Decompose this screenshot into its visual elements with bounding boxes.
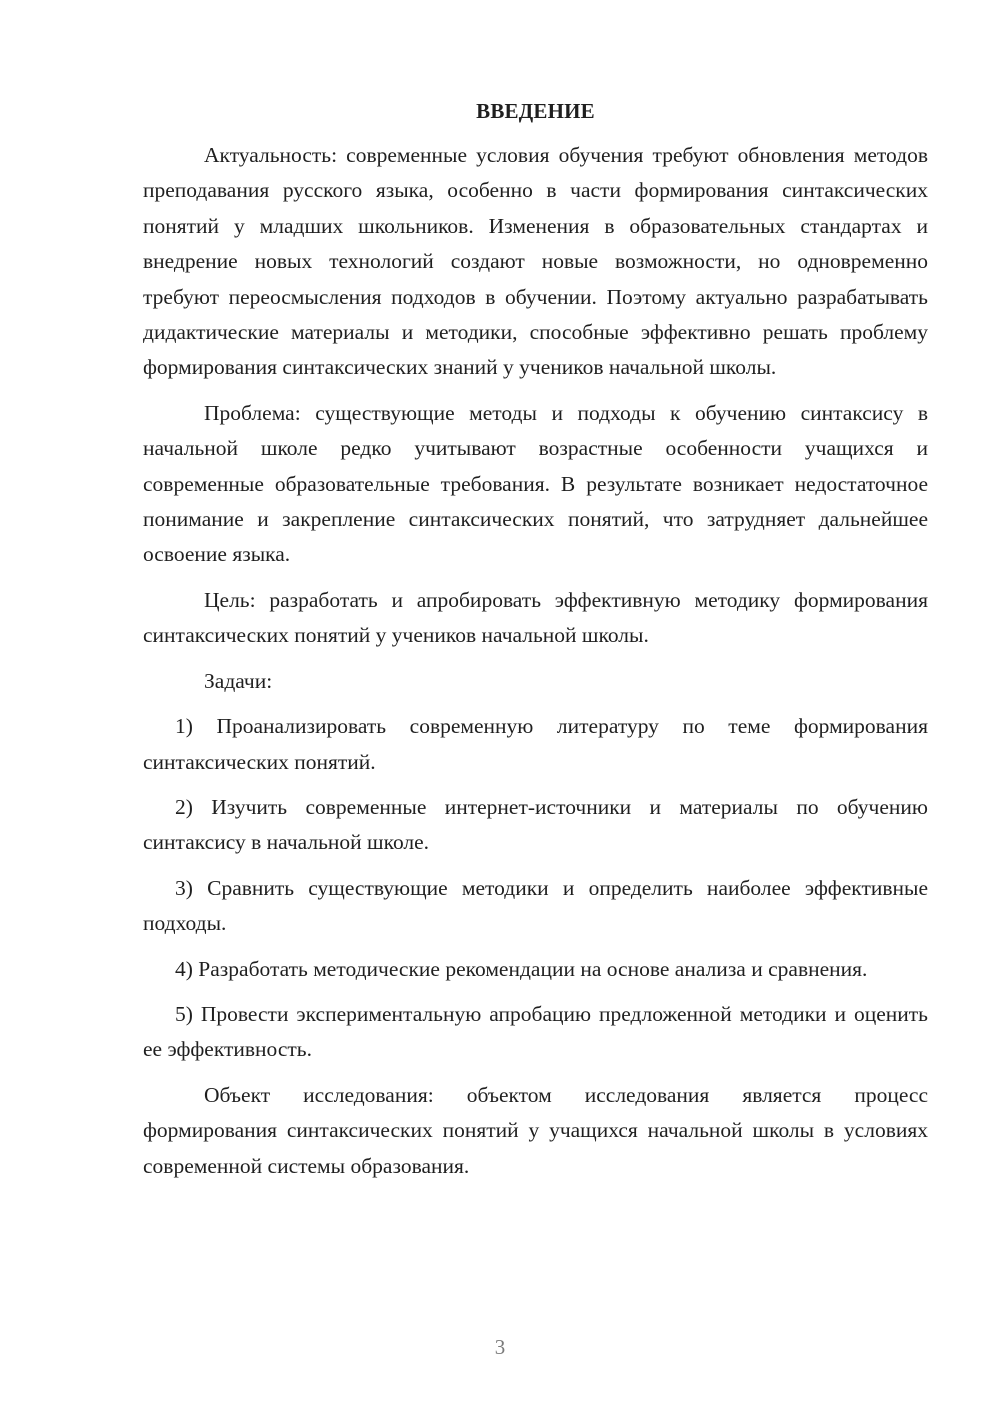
page-content <box>143 96 928 1194</box>
task-item-1: 1) Проанализировать современную литературу по теме формирования синтаксических понятий. <box>143 714 928 774</box>
task-item-4: 4) Разработать методические рекомендации на основе анализа и сравнения. <box>175 956 868 981</box>
goal-paragraph: Цель: разработать и апробировать эффективную методику формирования синтаксических понятий у учеников начальной школы. <box>143 587 928 648</box>
task-item-3: 3) Сравнить существующие методики и определить наиболее эффективные подходы. <box>143 875 928 936</box>
section-heading: ВВЕДЕНИЕ <box>476 99 595 123</box>
problem-paragraph: Проблема: существующие методы и подходы к обучению синтаксису в начальной школе редко учитывают возрастные особенности учащихся и современные образовательные требования. В результате возникает недостаточное понимание и закрепление синтаксических понятий, что затрудняет дальнейшее освоение языка. <box>143 400 928 567</box>
relevance-paragraph: Актуальность: современные условия обучения требуют обновления методов преподавания русского языка, особенно в части формирования синтаксических понятий у младших школьников. Изменения в образовательных стандартах и внедрение новых технологий создают новые возможности, но одновременно требуют переосмысления подходов в обучении. Поэтому актуально разрабатывать дидактические материалы и методики, способные эффективно решать проблему формирования синтаксических знаний у учеников начальной школы. <box>143 143 928 380</box>
tasks-label: Задачи: <box>204 668 273 693</box>
task-item-2: 2) Изучить современные интернет-источники и материалы по обучению синтаксису в начальной школе. <box>143 794 928 855</box>
page-number: 3 <box>494 1335 506 1359</box>
object-paragraph: Объект исследования: объектом исследования является процесс формирования синтаксических понятий у учащихся начальной школы в условиях современной системы образования. <box>143 1082 928 1178</box>
task-item-5: 5) Провести экспериментальную апробацию предложенной методики и оценить ее эффективность. <box>143 1001 928 1062</box>
